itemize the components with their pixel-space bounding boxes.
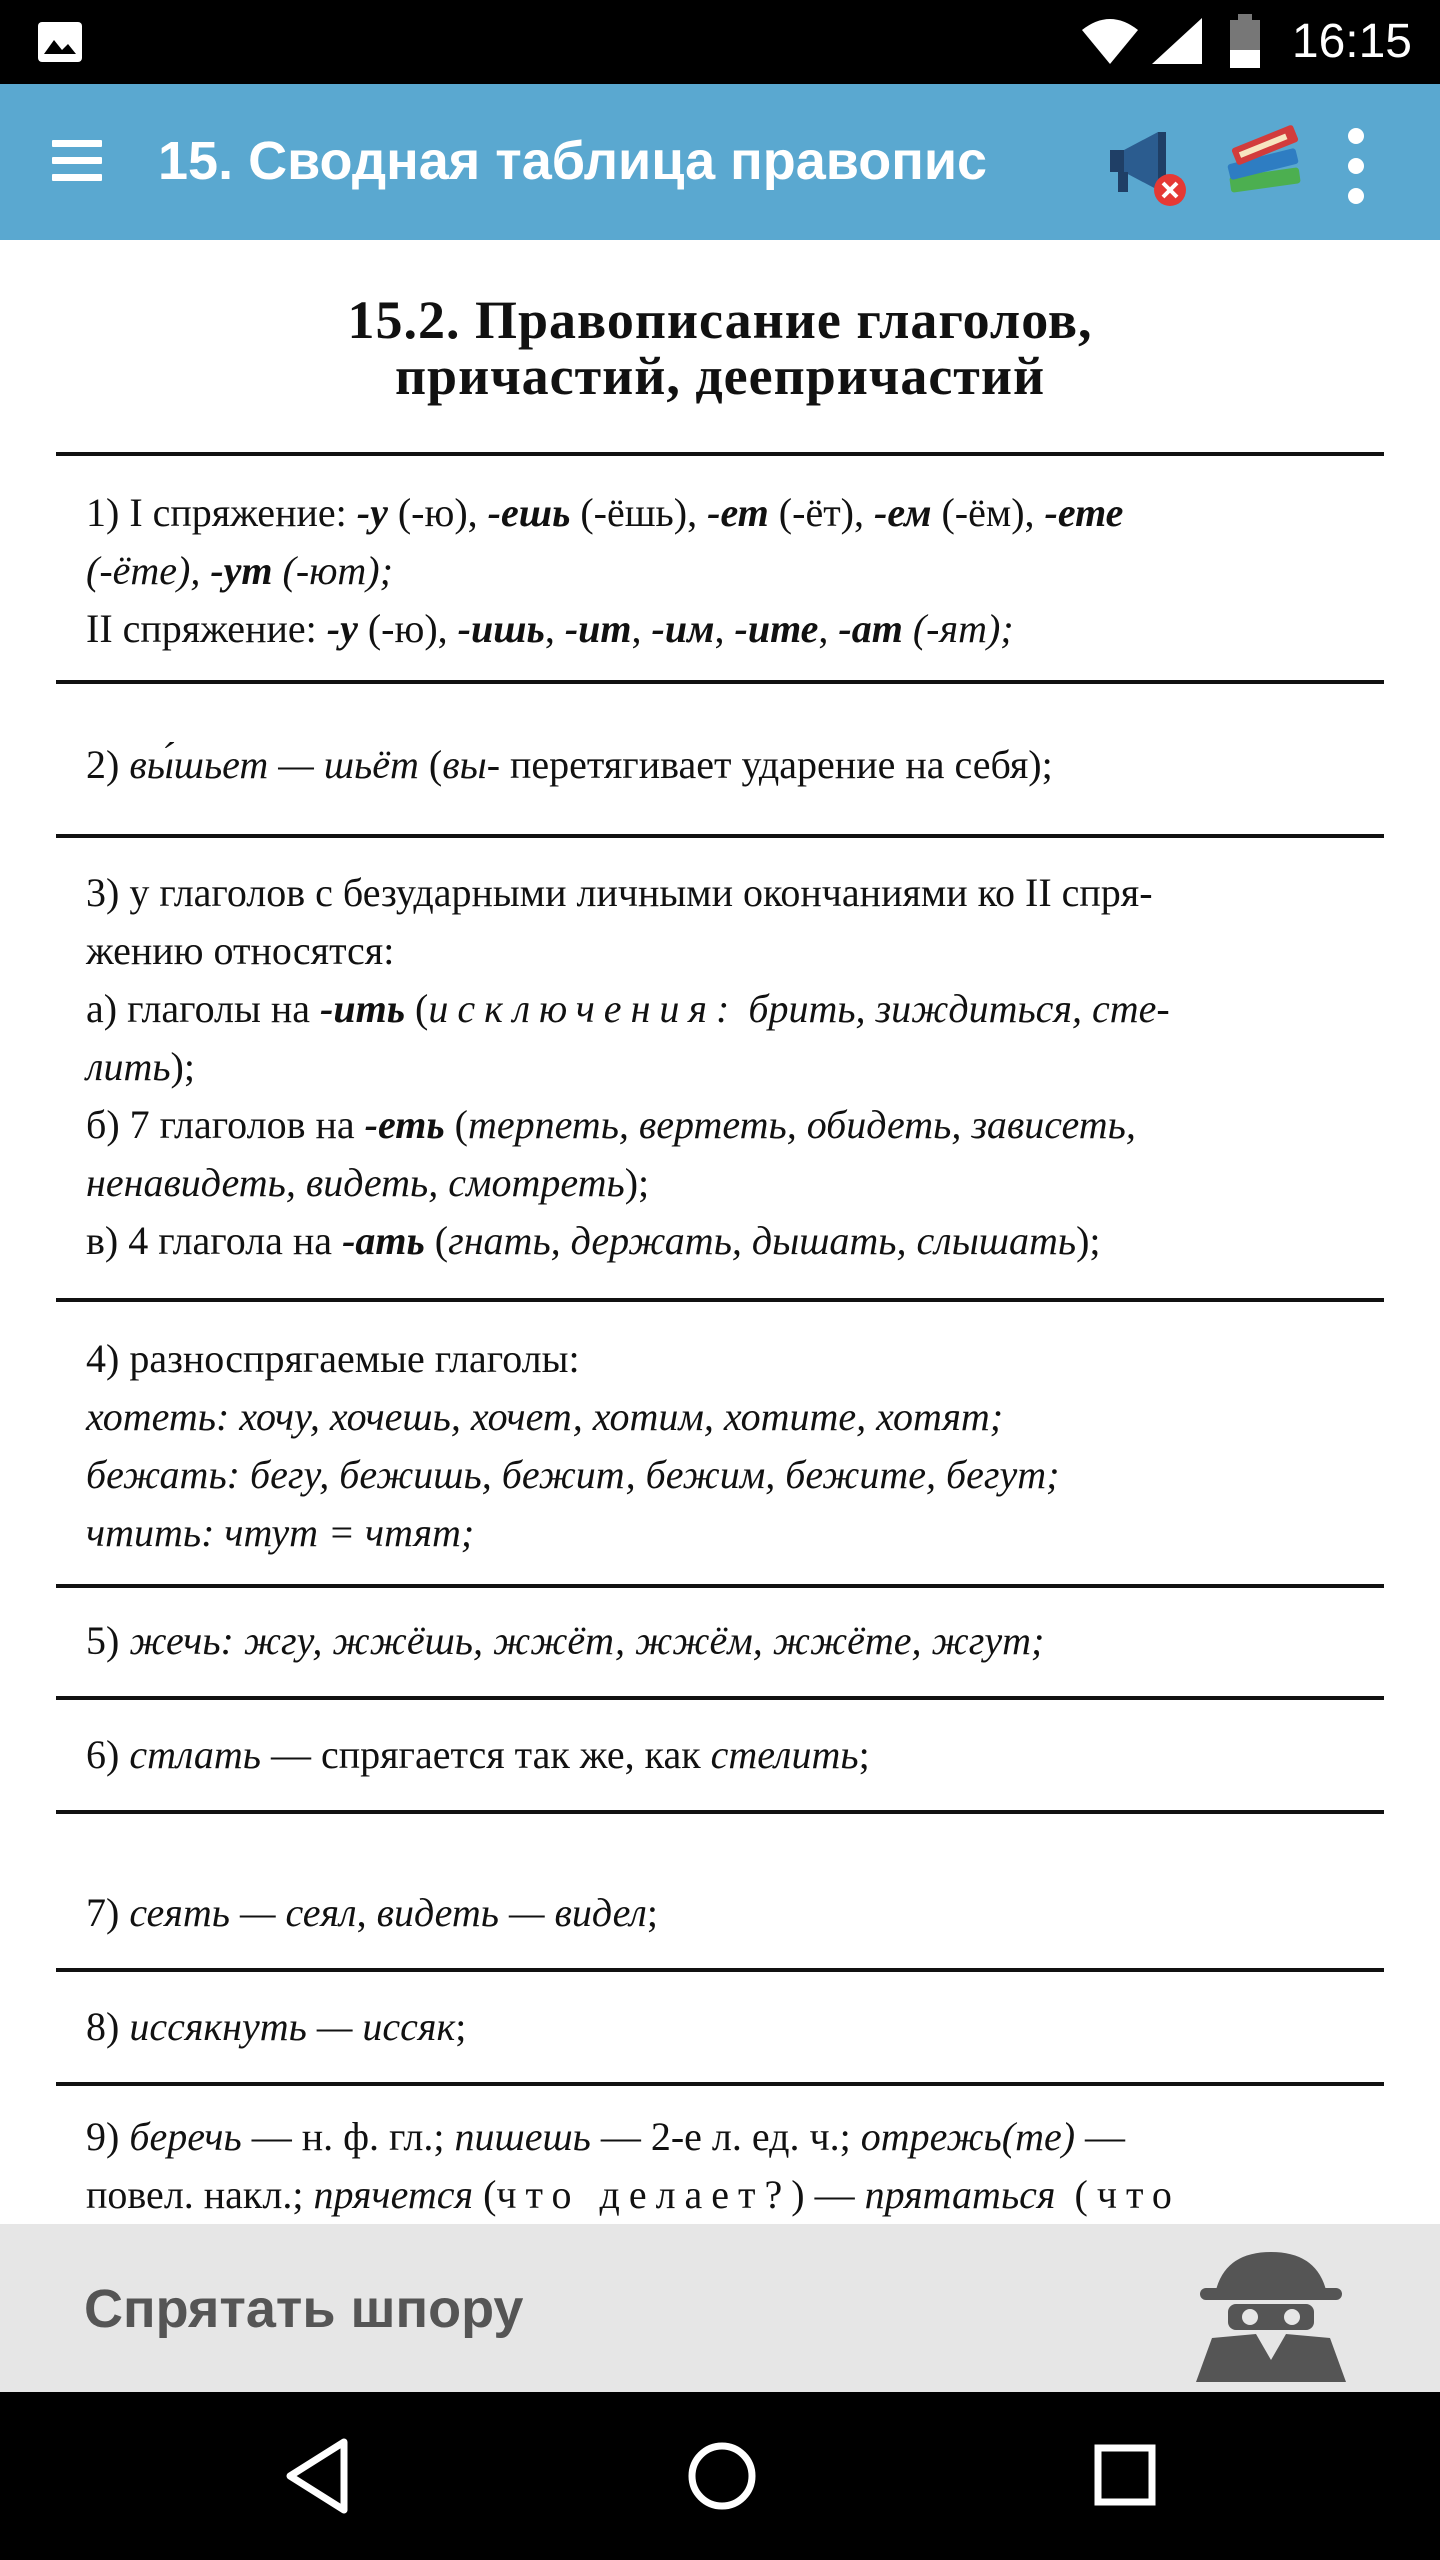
app-bar (0, 84, 1440, 240)
home-icon[interactable] (684, 2436, 760, 2516)
document-content (0, 240, 1440, 2224)
cell-signal-icon (1148, 16, 1204, 66)
system-nav-bar (0, 2392, 1440, 2560)
document-heading (0, 240, 1440, 404)
rule-item-2: 2) вы́шьет — шьёт (вы- перетягивает ударение на себя); (86, 742, 1053, 787)
divider (56, 1298, 1384, 1302)
recents-icon[interactable] (1090, 2436, 1160, 2516)
books-icon[interactable] (1222, 116, 1306, 206)
rule-item-8: 8) иссякнуть — иссяк; (86, 2004, 467, 2049)
rule-item-1: 1) I спряжение: -у (-ю), -ешь (-ёшь), -ет (-ёт), -ем (-ём), -ете (-ёте), -ут (-ют); II спряжение: -у (-ю), -ишь, -ит, -им, -ите, -ат (-ят); (86, 490, 1124, 651)
heading-line-2: причастий, деепричастий (394, 346, 1046, 406)
divider (56, 1968, 1384, 1972)
rule-item-7: 7) сеять — сеял, видеть — видел; (86, 1890, 658, 1935)
rule-item-4: 4) разноспрягаемые глаголы: хотеть: хочу, хочешь, хочет, хотим, хотите, хотят; бежать: бегу, бежишь, бежит, бежим, бежите, бегут; чтить: чтут = чтят; (86, 1336, 1060, 1555)
wifi-icon (1080, 16, 1140, 66)
divider (56, 1696, 1384, 1700)
image-icon (36, 20, 84, 64)
rule-item-5: 5) жечь: жгу, жжёшь, жжёт, жжём, жжёте, жгут; (86, 1618, 1045, 1663)
battery-icon (1228, 14, 1262, 70)
divider (56, 1810, 1384, 1814)
status-bar (0, 0, 1440, 84)
back-icon[interactable] (282, 2436, 352, 2516)
divider (56, 834, 1384, 838)
menu-icon[interactable] (52, 140, 102, 182)
spy-icon[interactable] (1186, 2242, 1356, 2382)
divider (56, 1584, 1384, 1588)
divider (56, 452, 1384, 456)
clock: 16:15 (1291, 15, 1412, 68)
heading-line-1: 15.2. Правописание глаголов, (347, 290, 1093, 350)
more-vert-icon[interactable] (1344, 128, 1368, 208)
megaphone-muted-icon[interactable] (1104, 122, 1194, 212)
rule-item-3: 3) у глаголов с безударными личными окончаниями ко II спря- жению относятся: а) глаголы на -ить (исключения: брить, зиждиться, сте- лить); б) 7 глаголов на -еть (терпеть, вертеть, обидеть, зависеть, ненавидеть, видеть, смотреть); в) 4 глагола на -ать (гнать, держать, дышать, слышать); (86, 870, 1170, 1263)
hide-cheatsheet-panel (0, 2224, 1440, 2392)
rule-item-9: 9) беречь — н. ф. гл.; пишешь — 2-е л. ед. ч.; отрежь(те) — повел. накл.; прячется (что делает?) — прятаться (что (86, 2114, 1181, 2217)
rule-item-6: 6) стлать — спрягается так же, как стелить; (86, 1732, 870, 1777)
divider (56, 680, 1384, 684)
divider (56, 2082, 1384, 2086)
page-title: 15. Сводная таблица правопис (158, 131, 988, 191)
hide-cheatsheet-button[interactable]: Спрятать шпору (84, 2279, 524, 2339)
